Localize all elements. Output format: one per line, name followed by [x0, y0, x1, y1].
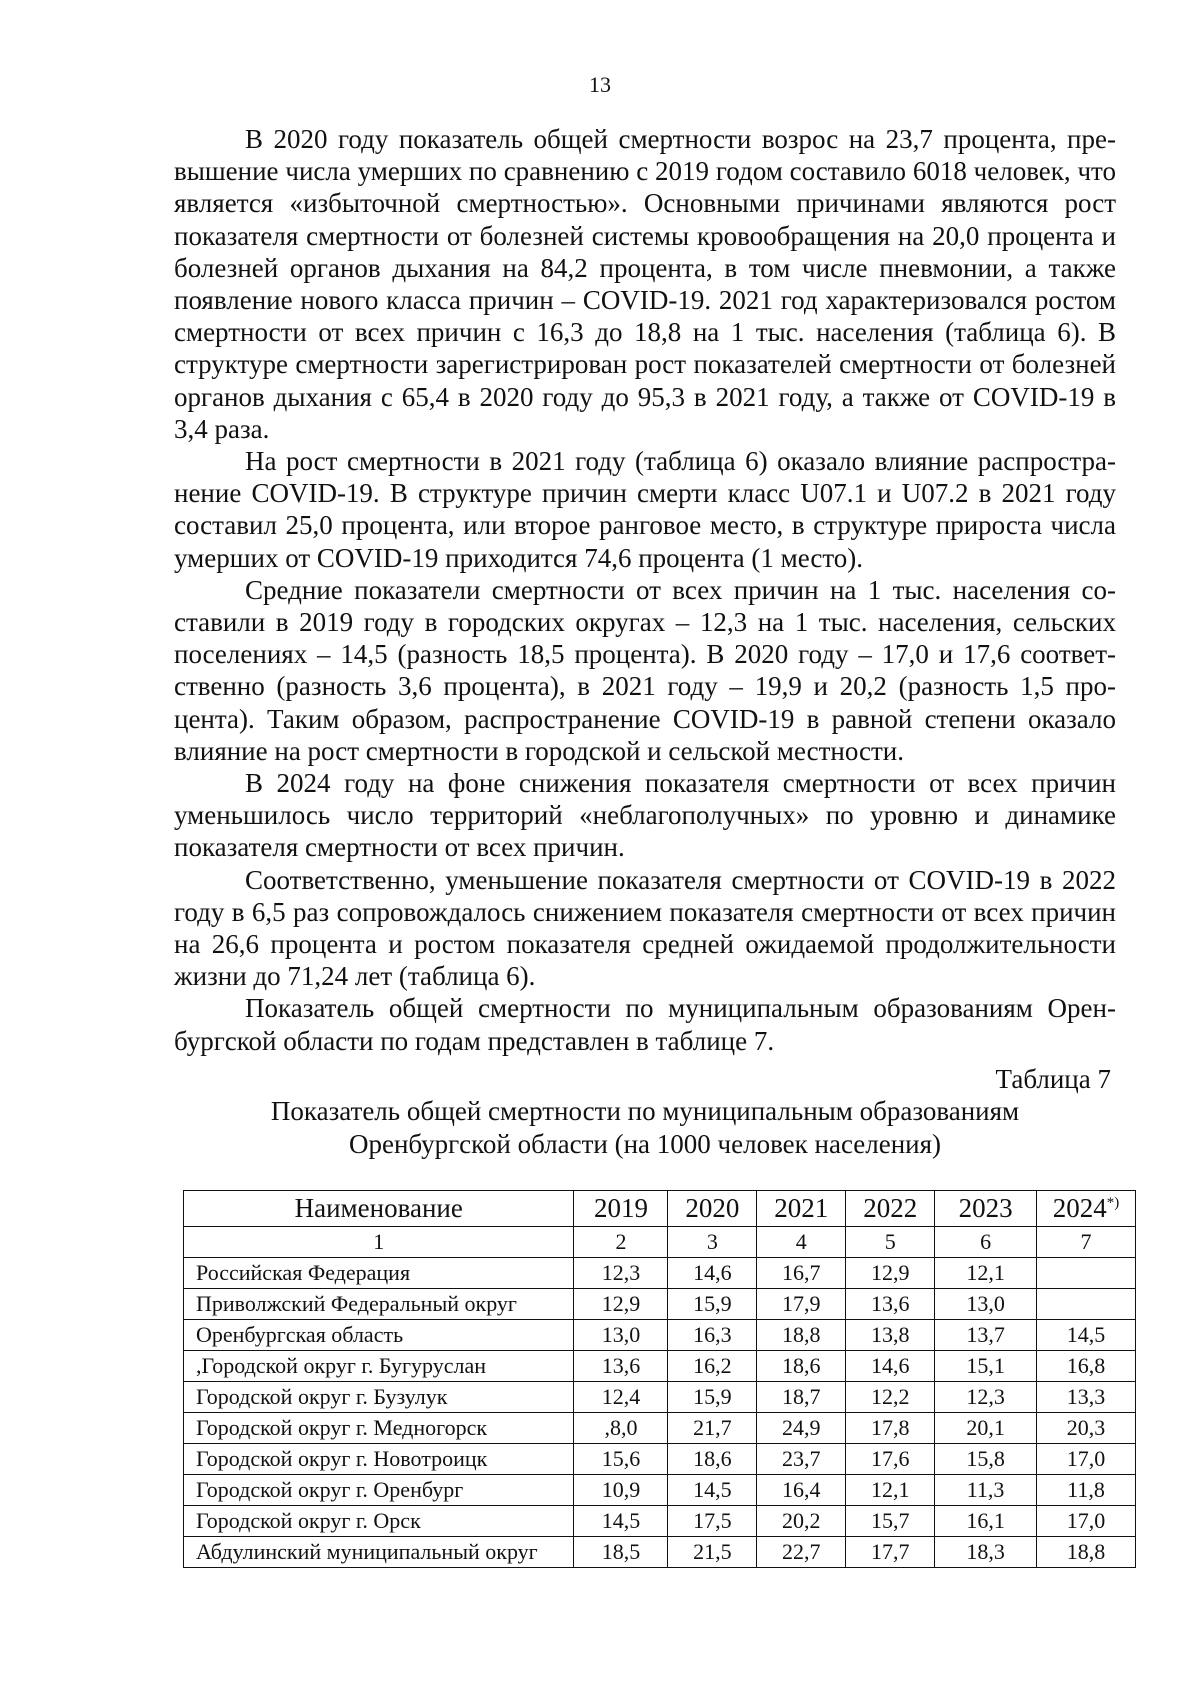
value-cell: 12,1 [935, 1258, 1037, 1289]
value-cell: 14,6 [846, 1351, 935, 1382]
table-row [184, 1382, 1136, 1413]
column-header-name: Наименование [184, 1191, 574, 1227]
value-cell: 11,8 [1037, 1475, 1136, 1506]
row-name-cell: Оренбургская область [184, 1320, 574, 1351]
value-cell: 16,7 [757, 1258, 846, 1289]
value-cell: ,8,0 [574, 1413, 668, 1444]
paragraph: Соответственно, уменьшение показателя смертности от COVID-19 в 2022 году в 6,5 раз сопровождалось снижением показателя смертности от всех причин на 26,6 процента и ростом показателя средней ожидаемой продолжительности жизни до 71,24 лет (таблица 6). [174, 864, 1116, 992]
column-number: 6 [935, 1227, 1037, 1258]
column-header-2019: 2019 [574, 1191, 668, 1227]
paragraph: Показатель общей смертности по муниципальным образованиям Оренбургской области по годам представлен в таблице 7. [174, 993, 1116, 1056]
table-body [184, 1227, 1136, 1568]
column-header-2020: 2020 [668, 1191, 757, 1227]
paragraph: Средние показатели смертности от всех причин на 1 тыс. населения составили в 2019 году в городских округах – 12,3 на 1 тыс. населения, сельских поселениях – 14,5 (разность 18,5 процента). В 2020 году – 17,0 и 17,6 соответственно (разность 3,6 процента), в 2021 году – 19,9 и 20,2 (разность 1,5 процента). Таким образом, распространение COVID-19 в равной степени оказало влияние на рост смертности в городской и сельской местности. [174, 574, 1116, 766]
value-cell: 12,3 [935, 1382, 1037, 1413]
value-cell: 21,7 [668, 1413, 757, 1444]
value-cell: 16,4 [757, 1475, 846, 1506]
table-title-line: Оренбургской области (на 1000 человек населения) [348, 1129, 942, 1159]
table-title-line: Показатель общей смертности по муниципальным образованиям [270, 1096, 1020, 1126]
value-cell: 13,0 [935, 1289, 1037, 1320]
table-row [184, 1351, 1136, 1382]
value-cell: 24,9 [757, 1413, 846, 1444]
row-name-cell: Городской округ г. Бузулук [184, 1382, 574, 1413]
column-number-row [184, 1227, 1136, 1258]
paragraph: На рост смертности в 2021 году (таблица 6) оказало влияние распространение COVID-19. В структуре причин смерти класс U07.1 и U07.2 в 2021 году составил 25,0 процента, или второе ранговое место, в структуре прироста числа умерших от COVID-19 приходится 74,6 процента (1 место). [174, 446, 1116, 573]
value-cell: 20,3 [1037, 1413, 1136, 1444]
column-header-2024-label: 2024 [1052, 1193, 1107, 1223]
value-cell: 17,6 [846, 1444, 935, 1475]
body-text [174, 123, 1116, 1057]
table-header-row [184, 1191, 1136, 1227]
value-cell: 18,6 [757, 1351, 846, 1382]
value-cell: 18,8 [1037, 1537, 1136, 1568]
value-cell: 12,2 [846, 1382, 935, 1413]
value-cell: 13,6 [846, 1289, 935, 1320]
row-name-cell: Городской округ г. Орск [184, 1506, 574, 1537]
value-cell: 13,6 [574, 1351, 668, 1382]
row-name-cell: Городской округ г. Медногорск [184, 1413, 574, 1444]
value-cell: 15,9 [668, 1289, 757, 1320]
table-title [174, 1095, 1116, 1161]
value-cell: 18,8 [757, 1320, 846, 1351]
value-cell: 18,7 [757, 1382, 846, 1413]
table-row [184, 1475, 1136, 1506]
value-cell: 17,0 [1037, 1506, 1136, 1537]
value-cell [1037, 1258, 1136, 1289]
column-header-2021: 2021 [757, 1191, 846, 1227]
value-cell: 21,5 [668, 1537, 757, 1568]
value-cell: 18,6 [668, 1444, 757, 1475]
value-cell: 16,3 [668, 1320, 757, 1351]
value-cell: 13,3 [1037, 1382, 1136, 1413]
value-cell: 14,5 [668, 1475, 757, 1506]
value-cell: 13,8 [846, 1320, 935, 1351]
value-cell: 13,7 [935, 1320, 1037, 1351]
value-cell: 17,5 [668, 1506, 757, 1537]
table-row [184, 1413, 1136, 1444]
value-cell: 23,7 [757, 1444, 846, 1475]
paragraph: В 2020 году показатель общей смертности возрос на 23,7 процента, превышение числа умерших по сравнению с 2019 годом составило 6018 человек, что является «избыточной смертностью». Основными причинами являются рост показателя смертности от болезней системы кровообращения на 20,0 процента и болезней органов дыхания на 84,2 процента, в том числе пневмонии, а также появление нового класса причин – COVID-19. 2021 год характеризовался ростом смертности от всех причин с 16,3 до 18,8 на 1 тыс. населения (таблица 6). В структуре смертности зарегистрирован рост показателей смертности от болезней органов дыхания с 65,4 в 2020 году до 95,3 в 2021 году, а также от COVID-19 в 3,4 раза. [174, 124, 1116, 444]
table-row [184, 1537, 1136, 1568]
table-row [184, 1444, 1136, 1475]
table-row [184, 1289, 1136, 1320]
value-cell: 15,7 [846, 1506, 935, 1537]
value-cell: 12,3 [574, 1258, 668, 1289]
footnote-marker: *) [1106, 1195, 1120, 1211]
value-cell: 14,5 [1037, 1320, 1136, 1351]
row-name-cell: ,Городской округ г. Бугуруслан [184, 1351, 574, 1382]
value-cell: 12,4 [574, 1382, 668, 1413]
column-number: 7 [1037, 1227, 1136, 1258]
table-row [184, 1320, 1136, 1351]
value-cell: 15,1 [935, 1351, 1037, 1382]
table-label: Таблица 7 [995, 1064, 1111, 1094]
row-name-cell: Приволжский Федеральный округ [184, 1289, 574, 1320]
column-number: 1 [184, 1227, 574, 1258]
row-name-cell: Абдулинский муниципальный округ [184, 1537, 574, 1568]
column-number: 3 [668, 1227, 757, 1258]
paragraph: В 2024 году на фоне снижения показателя смертности от всех причин уменьшилось число территорий «неблагополучных» по уровню и динамике показателя смертности от всех причин. [174, 768, 1116, 863]
table-row [184, 1258, 1136, 1289]
value-cell: 14,5 [574, 1506, 668, 1537]
value-cell: 18,3 [935, 1537, 1037, 1568]
table-row [184, 1506, 1136, 1537]
value-cell: 16,8 [1037, 1351, 1136, 1382]
page-number: 13 [589, 72, 611, 97]
column-header-2022: 2022 [846, 1191, 935, 1227]
value-cell: 18,5 [574, 1537, 668, 1568]
value-cell: 20,2 [757, 1506, 846, 1537]
column-header-2023: 2023 [935, 1191, 1037, 1227]
column-header-2024 [1037, 1191, 1136, 1227]
column-number: 2 [574, 1227, 668, 1258]
value-cell: 16,2 [668, 1351, 757, 1382]
value-cell: 12,9 [846, 1258, 935, 1289]
value-cell [1037, 1289, 1136, 1320]
value-cell: 22,7 [757, 1537, 846, 1568]
value-cell: 15,9 [668, 1382, 757, 1413]
value-cell: 17,7 [846, 1537, 935, 1568]
row-name-cell: Российская Федерация [184, 1258, 574, 1289]
value-cell: 15,8 [935, 1444, 1037, 1475]
value-cell: 17,9 [757, 1289, 846, 1320]
value-cell: 15,6 [574, 1444, 668, 1475]
value-cell: 14,6 [668, 1258, 757, 1289]
value-cell: 20,1 [935, 1413, 1037, 1444]
value-cell: 11,3 [935, 1475, 1037, 1506]
value-cell: 17,0 [1037, 1444, 1136, 1475]
column-number: 5 [846, 1227, 935, 1258]
mortality-table [183, 1190, 1136, 1568]
value-cell: 10,9 [574, 1475, 668, 1506]
value-cell: 12,1 [846, 1475, 935, 1506]
column-number: 4 [757, 1227, 846, 1258]
value-cell: 16,1 [935, 1506, 1037, 1537]
value-cell: 12,9 [574, 1289, 668, 1320]
row-name-cell: Городской округ г. Новотроицк [184, 1444, 574, 1475]
row-name-cell: Городской округ г. Оренбург [184, 1475, 574, 1506]
value-cell: 17,8 [846, 1413, 935, 1444]
value-cell: 13,0 [574, 1320, 668, 1351]
